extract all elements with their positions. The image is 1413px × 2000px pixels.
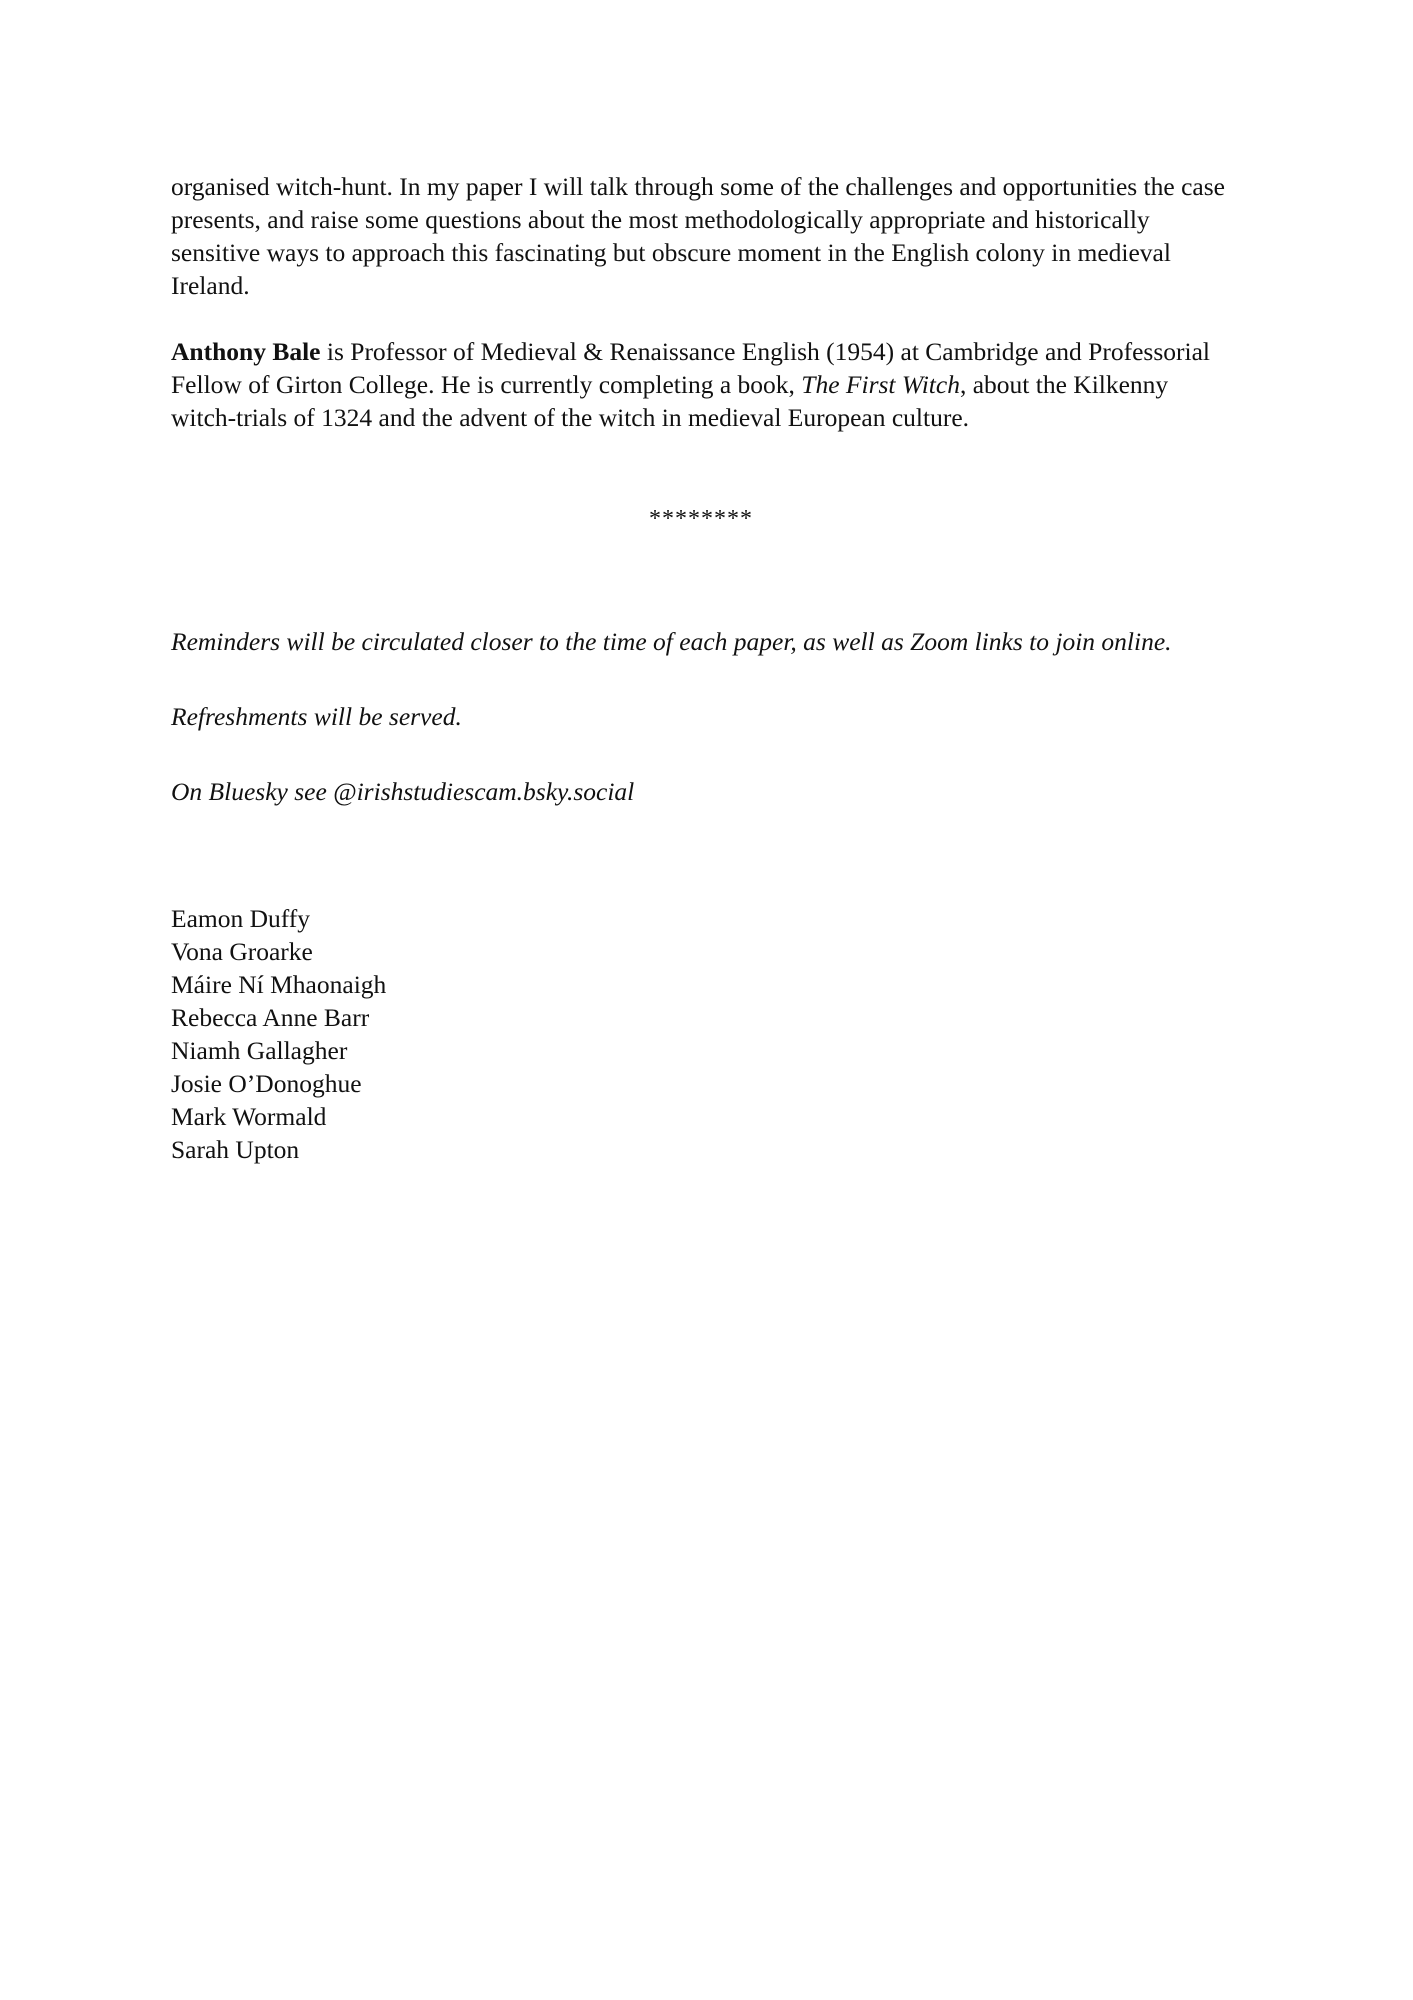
organiser-name: Mark Wormald	[171, 1102, 327, 1131]
organisers-list	[171, 902, 1231, 1166]
abstract-paragraph: organised witch-hunt. In my paper I will talk through some of the challenges and opportunities the case presents, and raise some questions about the most methodologically appropriate and historically sensitive ways to approach this fascinating but obscure moment in the English colony in medieval Ireland.	[171, 172, 1225, 300]
organiser-name: Máire Ní Mhaonaigh	[171, 970, 387, 999]
organiser-name: Josie O’Donoghue	[171, 1069, 362, 1098]
bio-text-2: , about the Kilkenny witch-trials of 1324 and the advent of the witch in medieval European culture.	[171, 370, 1169, 432]
notes-section	[171, 623, 1231, 810]
speaker-bio	[171, 335, 1231, 434]
speaker-name: Anthony Bale	[171, 337, 321, 366]
bio-text-1: is Professor of Medieval & Renaissance English (1954) at Cambridge and Professorial Fellow of Girton College. He is currently completing a book,	[171, 337, 1210, 399]
organiser-name: Vona Groarke	[171, 937, 313, 966]
organiser-name: Rebecca Anne Barr	[171, 1003, 370, 1032]
refreshments-note: Refreshments will be served.	[171, 702, 462, 731]
reminder-note: Reminders will be circulated closer to the time of each paper, as well as Zoom links to join online.	[171, 627, 1172, 656]
section-separator: ********	[649, 506, 753, 532]
organiser-name: Eamon Duffy	[171, 904, 311, 933]
organiser-name: Sarah Upton	[171, 1135, 300, 1164]
book-title: The First Witch	[801, 370, 960, 399]
organiser-name: Niamh Gallagher	[171, 1036, 348, 1065]
bluesky-note: On Bluesky see @irishstudiescam.bsky.social	[171, 777, 635, 806]
document-body	[171, 170, 1231, 1166]
